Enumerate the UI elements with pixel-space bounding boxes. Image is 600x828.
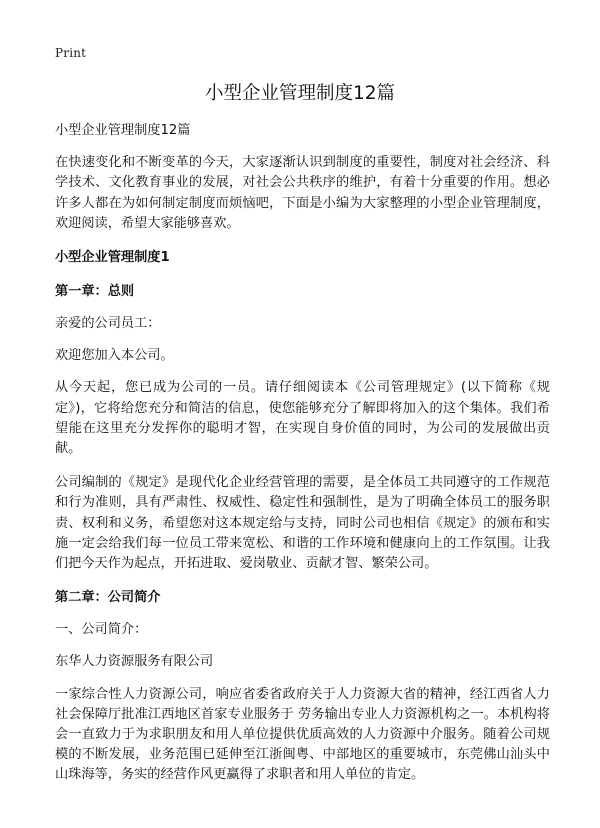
company-name: 东华人力资源服务有限公司 [55, 654, 214, 670]
document-subtitle: 小型企业管理制度12篇 [55, 123, 191, 138]
chapter-2-heading: 第二章：公司简介 [55, 590, 161, 606]
document-body [55, 121, 550, 798]
company-intro-subheading: 一、公司简介： [55, 622, 148, 638]
welcome-paragraph: 欢迎您加入本公司。 [55, 348, 174, 364]
chapter-1-heading: 第一章：总则 [55, 284, 135, 300]
chapter-2-paragraph-1: 一家综合性人力资源公司，响应省委省政府关于人力资源大省的精神，经江西省人力社会保障厅批准江西地区首家专业服务于 劳务输出专业人力资源机构之一。本机构将会一直致力于为求职朋友和用人单位提供优质高效的人力资源中介服务。随着公司规模的不断发展，业务范围已延伸至江浙闽粤、中部地区的重要城市，东莞佛山汕头中山珠海等，务实的经营作风更赢得了求职者和用人单位的肯定。 [55, 686, 550, 783]
chapter-1-paragraph-1: 从今天起，您已成为公司的一员。请仔细阅读本《公司管理规定》(以下简称《规定》)，它将给您充分和简洁的信息，使您能够充分了解即将加入的这个集体。我们希望能在这里充分发挥你的聪明才智，在实现自身价值的同时，为公司的发展做出贡献。 [55, 380, 550, 457]
section-title: 小型企业管理制度1 [55, 250, 170, 266]
document-title: 小型企业管理制度12篇 [204, 83, 396, 104]
chapter-1-paragraph-2: 公司编制的《规定》是现代化企业经营管理的需要，是全体员工共同遵守的工作规范和行为准则，具有严肃性、权威性、稳定性和强制性，是为了明确全体员工的服务职责、权利和义务，希望您对这本规定给与支持，同时公司也相信《规定》的颁布和实施一定会给我们每一位员工带来宽松、和谐的工作环境和健康向上的工作氛围。让我们把今天作为起点，开拓进取、爱岗敬业、贡献才智、繁荣公司。 [55, 475, 550, 572]
print-link[interactable]: Print [55, 46, 87, 60]
intro-paragraph: 在快速变化和不断变革的今天，大家逐渐认识到制度的重要性，制度对社会经济、科学技术、文化教育事业的发展，对社会公共秩序的维护，有着十分重要的作用。想必许多人都在为如何制定制度而烦恼吧，下面是小编为大家整理的小型企业管理制度，欢迎阅读，希望大家能够喜欢。 [55, 155, 550, 231]
greeting-paragraph: 亲爱的公司员工： [55, 316, 161, 332]
